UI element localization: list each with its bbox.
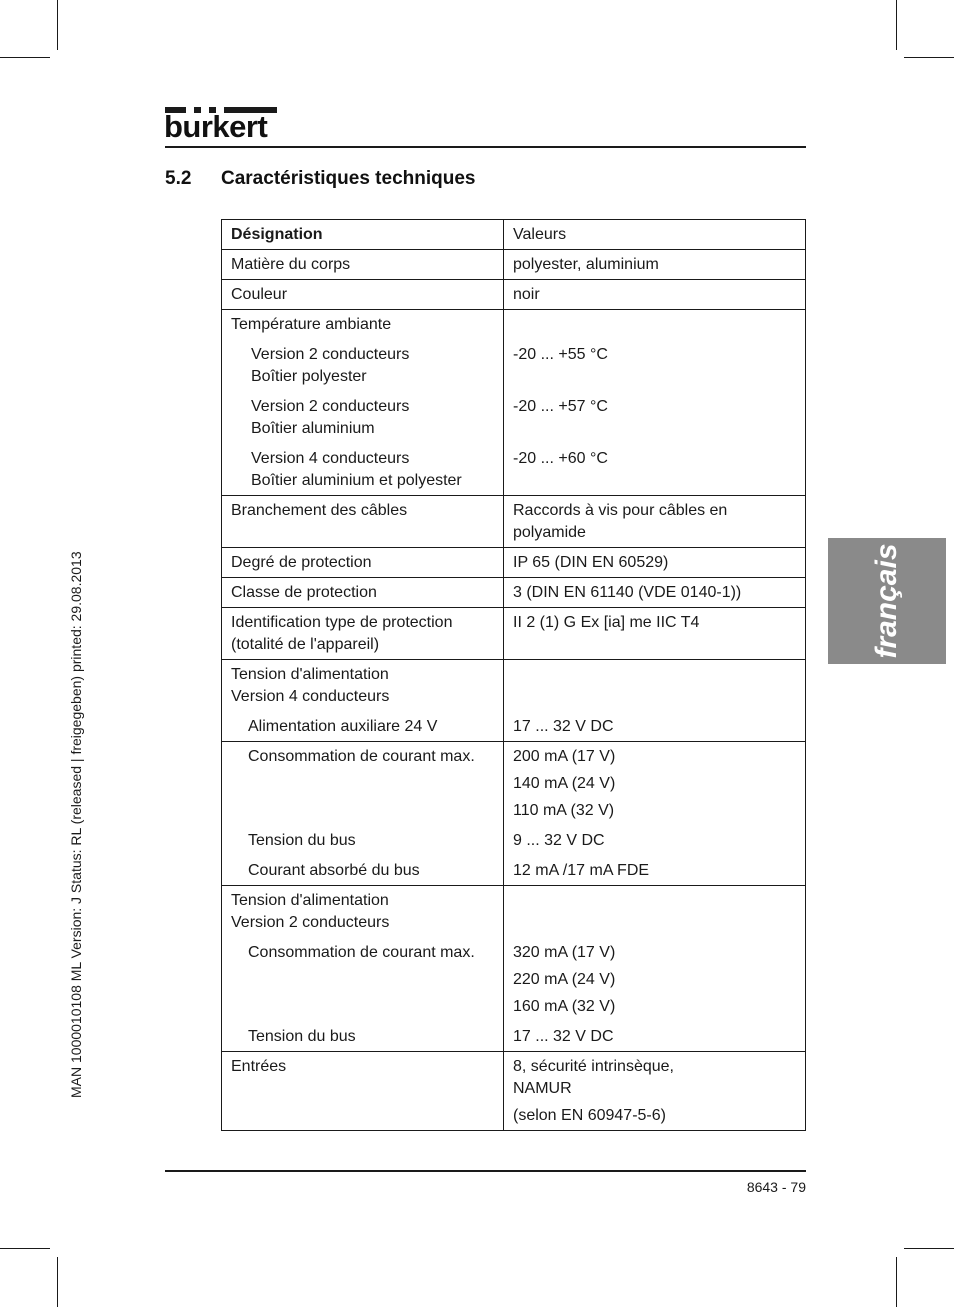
table-row — [222, 742, 806, 886]
table-row — [222, 280, 806, 310]
crop-mark — [896, 1257, 897, 1307]
row-label — [222, 886, 504, 1052]
header-values: Valeurs — [504, 220, 806, 250]
burkert-logo — [165, 107, 277, 143]
row-value — [504, 1052, 806, 1131]
row-value — [504, 310, 806, 496]
table-row — [222, 250, 806, 280]
table-row — [222, 578, 806, 608]
value-line: -20 ... +60 °C — [513, 450, 608, 467]
label-line: Version 2 conducteurs — [231, 914, 390, 931]
table-row — [222, 310, 806, 496]
logo-text: burkert — [164, 109, 268, 144]
section-number: 5.2 — [165, 168, 192, 189]
label-line: Version 2 conducteurs — [251, 346, 410, 363]
value-line: 320 mA (17 V) — [513, 944, 616, 961]
crop-mark — [0, 1248, 50, 1249]
row-label: Matière du corps — [222, 250, 504, 280]
row-value — [504, 496, 806, 548]
row-value: polyester, aluminium — [504, 250, 806, 280]
row-label — [222, 608, 504, 660]
label-line: Identification type de protection — [231, 614, 453, 631]
value-line: -20 ... +57 °C — [513, 398, 608, 415]
row-label — [222, 660, 504, 742]
row-label — [222, 310, 504, 496]
value-line: 200 mA (17 V) — [513, 748, 616, 765]
label-line: Boîtier polyester — [251, 368, 367, 385]
label-line: Version 4 conducteurs — [231, 688, 390, 705]
row-value: IP 65 (DIN EN 60529) — [504, 548, 806, 578]
language-tab-label: français — [870, 543, 903, 659]
row-value — [504, 660, 806, 742]
row-label: Branchement des câbles — [222, 496, 504, 548]
crop-mark — [904, 1248, 954, 1249]
table-row — [222, 660, 806, 742]
value-line: 8, sécurité intrinsèque, — [513, 1058, 674, 1075]
footer-rule — [165, 1170, 806, 1172]
table-row — [222, 886, 806, 1052]
document-status-text: MAN 1000010108 ML Version: J Status: RL (released | freigegeben) printed: 29.08.2013 — [68, 551, 84, 1098]
value-line: 160 mA (32 V) — [513, 998, 616, 1015]
table-row — [222, 1052, 806, 1131]
label-line: Version 2 conducteurs — [251, 398, 410, 415]
crop-mark — [57, 1257, 58, 1307]
label-line: Tension d'alimentation — [231, 666, 389, 683]
row-value: II 2 (1) G Ex [ia] me IIC T4 — [504, 608, 806, 660]
row-value — [504, 742, 806, 886]
label-line: Tension d'alimentation — [231, 892, 389, 909]
label-line: Consommation de courant max. — [248, 748, 475, 765]
crop-mark — [904, 57, 954, 58]
label-line: Consommation de courant max. — [248, 944, 475, 961]
label-line: Version 4 conducteurs — [251, 450, 410, 467]
crop-mark — [0, 57, 50, 58]
crop-mark — [57, 0, 58, 50]
label-line: Alimentation auxiliare 24 V — [248, 718, 438, 735]
label-line: Tension du bus — [248, 1028, 356, 1045]
label-line: Boîtier aluminium — [251, 420, 375, 437]
label-line: Courant absorbé du bus — [248, 862, 420, 879]
table-row — [222, 496, 806, 548]
row-value: noir — [504, 280, 806, 310]
page-number: 8643 - 79 — [746, 1179, 806, 1195]
row-value — [504, 886, 806, 1052]
value-line: -20 ... +55 °C — [513, 346, 608, 363]
label-line: Température ambiante — [231, 316, 392, 333]
language-tab — [828, 538, 946, 664]
row-label: Couleur — [222, 280, 504, 310]
value-line: Raccords à vis pour câbles en — [513, 502, 728, 519]
label-line: (totalité de l'appareil) — [231, 636, 380, 653]
label-line: Boîtier aluminium et polyester — [251, 472, 462, 489]
label-line: Tension du bus — [248, 832, 356, 849]
specifications-table — [221, 219, 806, 1131]
header-designation: Désignation — [222, 220, 504, 250]
value-line: 110 mA (32 V) — [513, 802, 615, 819]
table-header-row — [222, 220, 806, 250]
value-line: polyamide — [513, 524, 586, 541]
value-line: 9 ... 32 V DC — [513, 832, 605, 849]
section-heading — [165, 168, 475, 190]
value-line: 220 mA (24 V) — [513, 971, 616, 988]
value-line: 17 ... 32 V DC — [513, 718, 614, 735]
row-value: 3 (DIN EN 61140 (VDE 0140-1)) — [504, 578, 806, 608]
section-title: Caractéristiques techniques — [221, 168, 476, 189]
value-line: (selon EN 60947-5-6) — [513, 1107, 666, 1124]
table-row — [222, 548, 806, 578]
table-row — [222, 608, 806, 660]
crop-mark — [896, 0, 897, 50]
row-label — [222, 742, 504, 886]
value-line: 140 mA (24 V) — [513, 775, 616, 792]
header-rule — [165, 146, 806, 148]
value-line: 17 ... 32 V DC — [513, 1028, 614, 1045]
value-line: NAMUR — [513, 1080, 572, 1097]
row-label: Entrées — [222, 1052, 504, 1131]
value-line: 12 mA /17 mA FDE — [513, 862, 650, 879]
row-label: Classe de protection — [222, 578, 504, 608]
row-label: Degré de protection — [222, 548, 504, 578]
